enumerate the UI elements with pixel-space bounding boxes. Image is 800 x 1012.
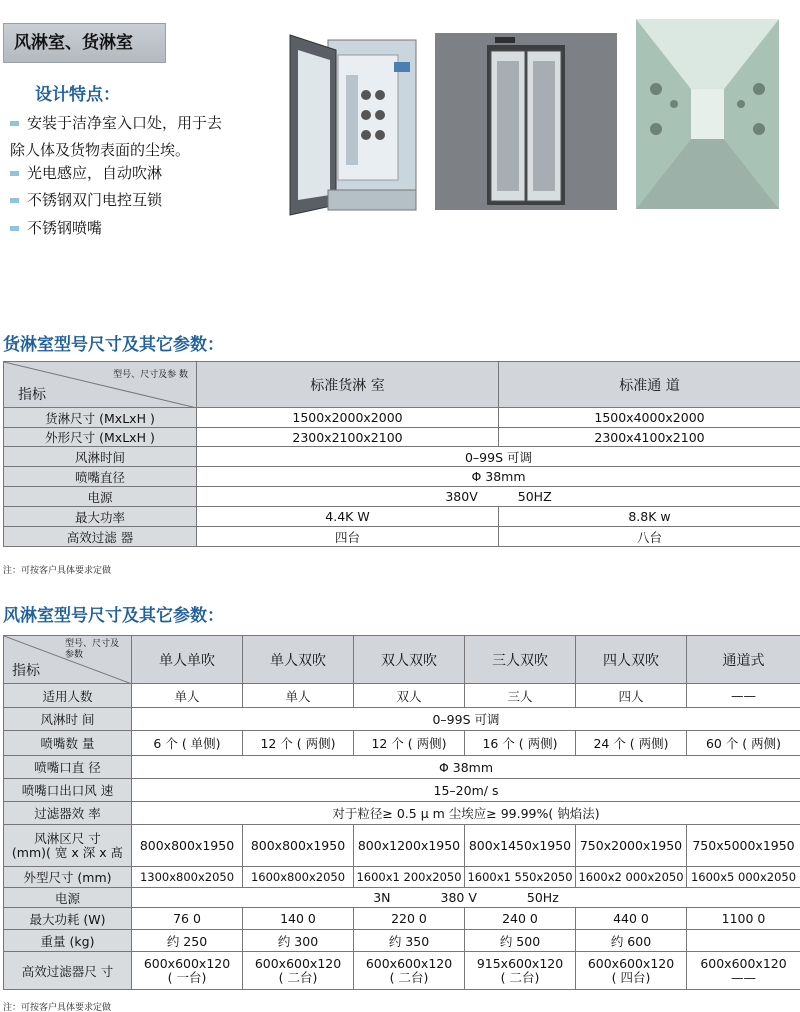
table-cell: 1600x1 550x2050 <box>465 867 576 888</box>
table-row <box>4 467 800 487</box>
bullet-icon <box>10 121 19 126</box>
table-cell: 约 350 <box>354 930 465 952</box>
table-cell: 四台 <box>197 527 499 547</box>
table-cell: 16 个 ( 两侧) <box>465 731 576 756</box>
bullet-icon <box>10 198 19 203</box>
table-cell: 2300x4100x2100 <box>499 428 800 447</box>
table-row <box>4 930 800 952</box>
table-cell: 3N 380 V 50Hz <box>132 888 800 908</box>
row-label: 高效过滤 器 <box>4 527 197 547</box>
table-cell: 约 300 <box>243 930 354 952</box>
table-cell: 60 个 ( 两侧) <box>687 731 800 756</box>
table-row <box>4 408 800 428</box>
table-cell: 6 个 ( 单侧) <box>132 731 243 756</box>
table-row <box>4 888 800 908</box>
table-row <box>4 487 800 507</box>
features-heading: 设计特点： <box>35 85 120 105</box>
table-row <box>4 731 800 756</box>
column-header: 标准货淋 室 <box>197 362 499 408</box>
table-row <box>4 908 800 930</box>
row-label: 喷嘴数 量 <box>4 731 132 756</box>
table-cell: 单人 <box>243 684 354 708</box>
table-cell: 1600x1 200x2050 <box>354 867 465 888</box>
column-header: 三人双吹 <box>465 636 576 684</box>
table-cell: 双人 <box>354 684 465 708</box>
table-row <box>4 825 800 867</box>
table-cell: 600x600x120 ( 一台) <box>132 952 243 990</box>
row-label: 风淋区尺 寸 (mm)( 宽 x 深 x 髙 <box>4 825 132 867</box>
air-shower-spec-table <box>3 635 800 990</box>
cargo-section-heading: 货淋室型号尺寸及其它参数： <box>3 335 224 355</box>
column-header: 单人双吹 <box>243 636 354 684</box>
row-label: 重量 (kg) <box>4 930 132 952</box>
table-cell: 600x600x120 ( 二台) <box>354 952 465 990</box>
table-cell: 1300x800x2050 <box>132 867 243 888</box>
table-cell: 对于粒径≥ 0.5 μ m 尘埃应≥ 99.99%( 钠焰法) <box>132 802 800 825</box>
row-label: 过滤器效 率 <box>4 802 132 825</box>
table-row <box>4 802 800 825</box>
table-cell: 800x800x1950 <box>132 825 243 867</box>
table-cell: 380V 50HZ <box>197 487 800 507</box>
feature-item: 光电感应，自动吹淋 <box>10 160 275 187</box>
column-header: 单人单吹 <box>132 636 243 684</box>
bullet-icon <box>10 171 19 176</box>
row-label: 货淋尺寸 (MxLxH ) <box>4 408 197 428</box>
table-cell: Φ 38mm <box>132 756 800 779</box>
row-label: 最大功耗 (W) <box>4 908 132 930</box>
bullet-icon <box>10 226 19 231</box>
table-row <box>4 447 800 467</box>
row-label: 外型尺寸 (mm) <box>4 867 132 888</box>
table-cell: 八台 <box>499 527 800 547</box>
table-cell: 600x600x120 ( 四台) <box>576 952 687 990</box>
row-label: 电源 <box>4 487 197 507</box>
table-row <box>4 708 800 731</box>
table-corner-header: 型号、尺寸及参数 指标 <box>4 636 132 684</box>
table-cell: 220 0 <box>354 908 465 930</box>
table-cell: 约 500 <box>465 930 576 952</box>
table-cell: 1100 0 <box>687 908 800 930</box>
table-cell: 12 个 ( 两侧) <box>354 731 465 756</box>
table-cell: 750x5000x1950 <box>687 825 800 867</box>
cargo-shower-closed-photo <box>435 33 617 210</box>
table-row <box>4 867 800 888</box>
air-section-heading: 风淋室型号尺寸及其它参数： <box>3 606 224 626</box>
table-cell: 三人 <box>465 684 576 708</box>
row-label: 喷嘴直径 <box>4 467 197 487</box>
table-cell: 4.4K W <box>197 507 499 527</box>
row-label: 最大功率 <box>4 507 197 527</box>
cargo-spec-table <box>3 361 800 547</box>
tunnel-shower-corridor-photo <box>636 19 779 209</box>
cargo-note: 注：可按客户具体要求定做 <box>3 566 112 576</box>
row-label: 风淋时 间 <box>4 708 132 731</box>
row-label: 喷嘴口直 径 <box>4 756 132 779</box>
table-cell: 140 0 <box>243 908 354 930</box>
column-header: 双人双吹 <box>354 636 465 684</box>
table-cell: 四人 <box>576 684 687 708</box>
table-cell: 8.8K w <box>499 507 800 527</box>
table-cell: 15–20m/ s <box>132 779 800 802</box>
column-header: 标准通 道 <box>499 362 800 408</box>
table-cell: 0–99S 可调 <box>197 447 800 467</box>
table-cell: 800x1200x1950 <box>354 825 465 867</box>
row-label: 喷嘴口出口风 速 <box>4 779 132 802</box>
table-cell: 1500x4000x2000 <box>499 408 800 428</box>
column-header: 通道式 <box>687 636 800 684</box>
column-header: 四人双吹 <box>576 636 687 684</box>
page-title: 风淋室、货淋室 <box>3 23 166 63</box>
table-corner-header: 型号、尺寸及参 数 指标 <box>4 362 197 408</box>
table-cell: 1600x800x2050 <box>243 867 354 888</box>
air-shower-door-open-photo <box>288 30 420 218</box>
table-row <box>4 779 800 802</box>
table-cell <box>687 930 800 952</box>
row-label: 适用人数 <box>4 684 132 708</box>
table-cell: 800x800x1950 <box>243 825 354 867</box>
table-row <box>4 527 800 547</box>
feature-item: 安装于洁净室入口处，用于去 除人体及货物表面的尘埃。 <box>10 114 223 159</box>
table-row <box>4 684 800 708</box>
table-cell: 915x600x120 ( 二台) <box>465 952 576 990</box>
row-label: 外形尺寸 (MxLxH ) <box>4 428 197 447</box>
table-cell: 600x600x120 —— <box>687 952 800 990</box>
table-cell: 约 250 <box>132 930 243 952</box>
table-cell: 1600x2 000x2050 <box>576 867 687 888</box>
table-cell: 76 0 <box>132 908 243 930</box>
table-cell: 1600x5 000x2050 <box>687 867 800 888</box>
table-cell: 约 600 <box>576 930 687 952</box>
table-cell: 440 0 <box>576 908 687 930</box>
row-label: 高效过滤器尺 寸 <box>4 952 132 990</box>
row-label: 电源 <box>4 888 132 908</box>
table-cell: —— <box>687 684 800 708</box>
table-cell: 1500x2000x2000 <box>197 408 499 428</box>
table-row <box>4 428 800 447</box>
table-row <box>4 756 800 779</box>
row-label: 风淋时间 <box>4 447 197 467</box>
table-cell: 600x600x120 ( 二台) <box>243 952 354 990</box>
air-note: 注：可按客户具体要求定做 <box>3 1003 112 1012</box>
table-cell: 单人 <box>132 684 243 708</box>
table-cell: 800x1450x1950 <box>465 825 576 867</box>
table-cell: 0–99S 可调 <box>132 708 800 731</box>
feature-item: 不锈钢喷嘴 <box>10 215 275 242</box>
table-row <box>4 952 800 990</box>
table-row <box>4 507 800 527</box>
table-cell: Φ 38mm <box>197 467 800 487</box>
feature-item: 不锈钢双门电控互锁 <box>10 187 275 214</box>
table-cell: 750x2000x1950 <box>576 825 687 867</box>
table-cell: 24 个 ( 两侧) <box>576 731 687 756</box>
table-cell: 240 0 <box>465 908 576 930</box>
table-cell: 2300x2100x2100 <box>197 428 499 447</box>
table-cell: 12 个 ( 两侧) <box>243 731 354 756</box>
